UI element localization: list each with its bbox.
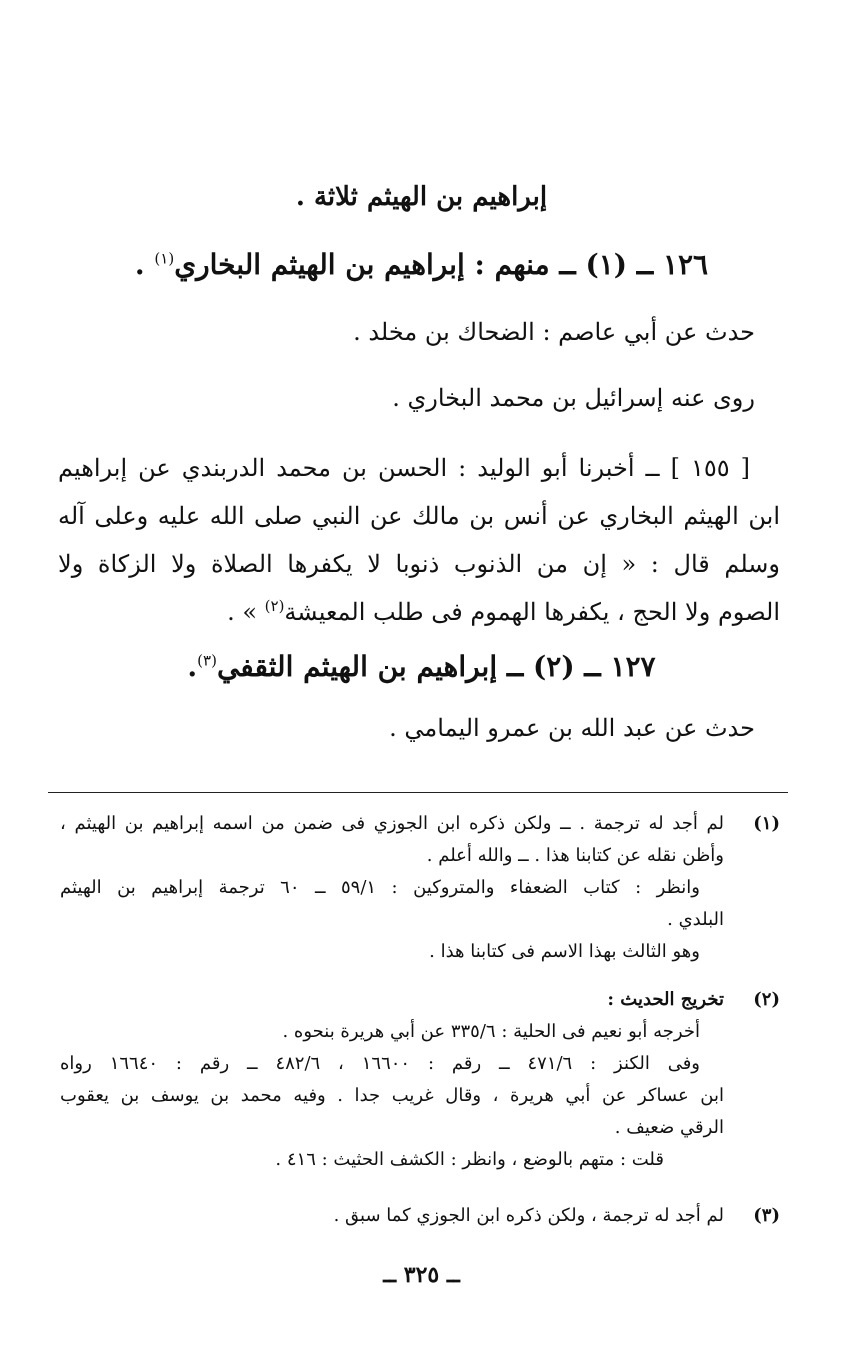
footnote-line: وهو الثالث بهذا الاسم فى كتابنا هذا . <box>429 941 700 962</box>
footnote-line: أخرجه أبو نعيم فى الحلية : ٣٣٥/٦ عن أبي هريرة بنحوه . <box>282 1021 700 1042</box>
entry-heading-126 <box>0 248 843 281</box>
hadith-line-last <box>58 588 780 636</box>
entry-heading-end: . <box>187 650 198 683</box>
footnote-line: وفى الكنز : ٤٧١/٦ ــ رقم : ١٦٦٠٠ ، ٤٨٢/٦ ــ رقم : ١٦٦٤٠ رواه <box>60 1053 701 1074</box>
footnote-line: البلدي . <box>667 909 724 930</box>
footnote-line: لم أجد له ترجمة . ــ ولكن ذكره ابن الجوزي فى ضمن من اسمه إبراهيم بن الهيثم ، <box>60 813 724 834</box>
footnote-1 <box>60 808 780 968</box>
footnote-ref-2[interactable]: (٢) <box>264 597 285 615</box>
footnote-body <box>60 808 724 968</box>
footnote-line: الرقي ضعيف . <box>614 1117 724 1138</box>
footnote-3 <box>60 1200 780 1232</box>
footnote-line: لم أجد له ترجمة ، ولكن ذكره ابن الجوزي كما سبق . <box>333 1205 724 1226</box>
footnote-2 <box>60 984 780 1176</box>
group-heading: إبراهيم بن الهيثم ثلاثة . <box>295 182 548 212</box>
entry-heading-end: . <box>134 248 155 281</box>
footnote-line: وأظن نقله عن كتابنا هذا . ــ والله أعلم . <box>426 845 724 866</box>
hadith-line-text: الصوم ولا الحج ، يكفرها الهموم فى طلب المعيشة <box>284 598 780 626</box>
entry-heading-text: ١٢٧ ــ (٢) ــ إبراهيم بن الهيثم الثقفي <box>216 650 656 683</box>
page-number: ــ ٣٢٥ ــ <box>383 1262 460 1288</box>
hadith-line: وسلم قال : « إن من الذنوب ذنوبا لا يكفرها الصلاة ولا الزكاة ولا <box>58 550 780 578</box>
footnote-body <box>60 984 724 1176</box>
entry-heading-127 <box>0 650 843 683</box>
narration-line: روى عنه إسرائيل بن محمد البخاري . <box>392 384 755 412</box>
entry-heading-text: ١٢٦ ــ (١) ــ منهم : إبراهيم بن الهيثم البخاري <box>174 248 709 281</box>
footnote-number: (٢) <box>753 989 780 1010</box>
footnote-subheading: تخريج الحديث : <box>607 989 724 1010</box>
footnote-line: قلت : متهم بالوضع ، وانظر : الكشف الحثيث : ٤١٦ . <box>275 1149 664 1170</box>
hadith-line: [ ١٥٥ ] ــ أخبرنا أبو الوليد : الحسن بن محمد الدربندي عن إبراهيم <box>58 454 750 482</box>
footnote-number: (١) <box>753 813 780 834</box>
footnote-ref-3[interactable]: (٣) <box>197 651 217 670</box>
footnote-ref-1[interactable]: (١) <box>154 249 175 268</box>
footnote-number: (٣) <box>753 1205 780 1226</box>
hadith-line-end: » . <box>227 598 265 626</box>
footnote-separator <box>48 792 788 793</box>
hadith-line: ابن الهيثم البخاري عن أنس بن مالك عن النبي صلى الله عليه وعلى آله <box>58 502 780 530</box>
hadith-paragraph <box>58 444 780 636</box>
footnote-line: ابن عساكر عن أبي هريرة ، وقال غريب جدا . وفيه محمد بن يوسف بن يعقوب <box>60 1085 724 1106</box>
narration-line: حدث عن أبي عاصم : الضحاك بن مخلد . <box>353 318 755 346</box>
narration-line: حدث عن عبد الله بن عمرو اليمامي . <box>389 714 755 742</box>
footnote-line: وانظر : كتاب الضعفاء والمتروكين : ٥٩/١ ــ ٦٠ ترجمة إبراهيم بن الهيثم <box>60 877 700 898</box>
footnote-body <box>60 1200 724 1232</box>
